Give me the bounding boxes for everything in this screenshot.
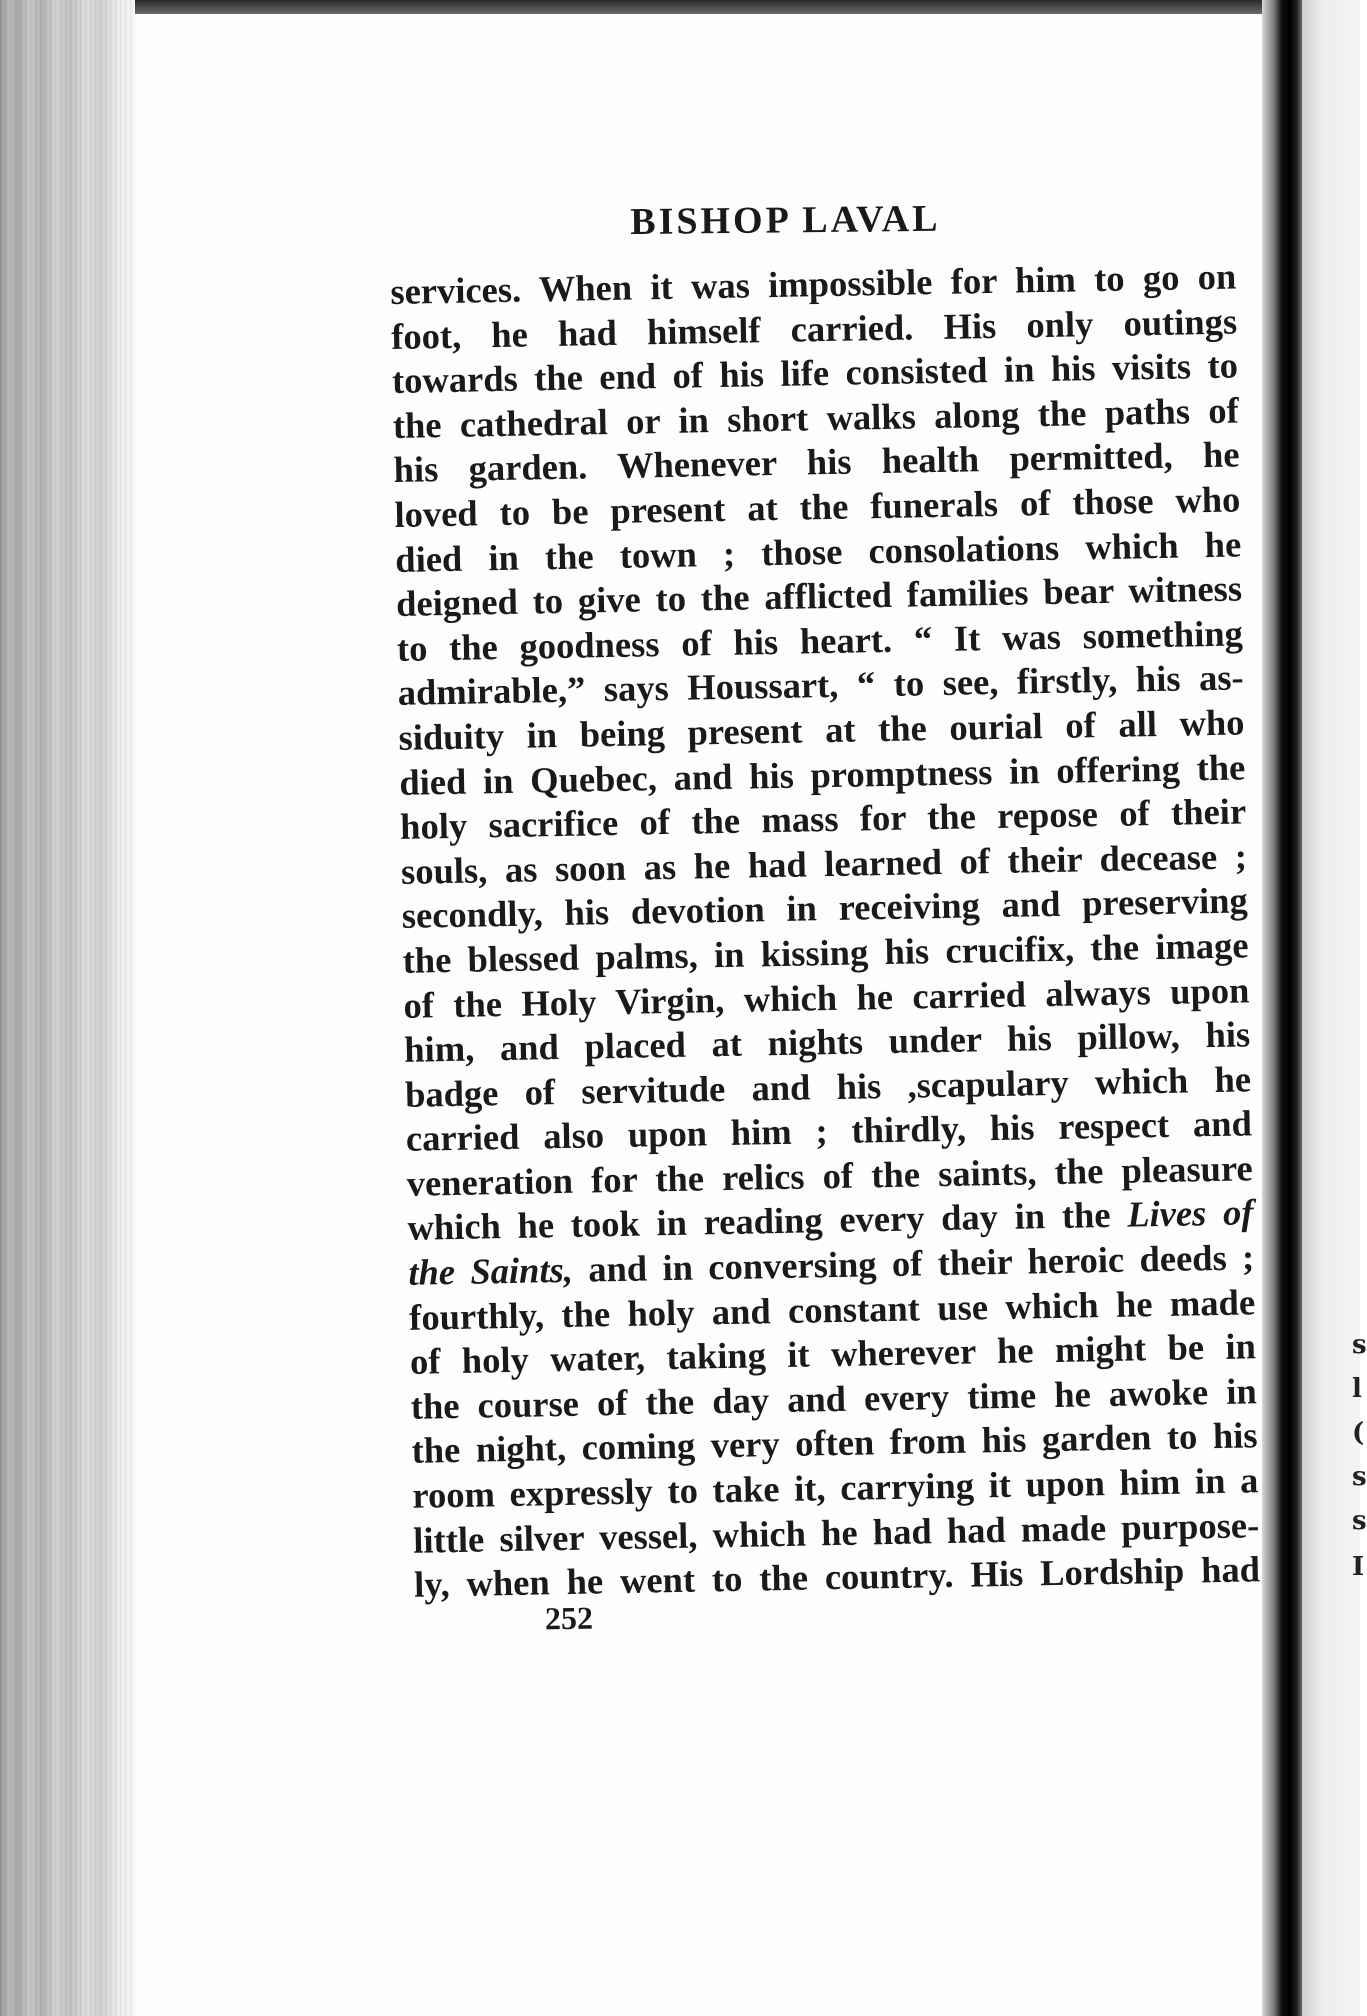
text-line: loved to be present at the funerals of those who <box>394 478 1241 535</box>
text-line: room expressly to take it, carrying it upon him in a <box>412 1459 1259 1516</box>
text-line: siduity in being present at the ourial of all who <box>398 701 1245 758</box>
text-line: his garden. Whenever his health permitted, he <box>393 433 1240 491</box>
top-shadow <box>0 0 1290 14</box>
facing-page-fragment: s <box>1352 1462 1367 1492</box>
facing-page-edge <box>1302 0 1360 2016</box>
text-line: the night, coming very often from his garden to his <box>411 1414 1258 1472</box>
text-line: fourthly, the holy and constant use which he made <box>408 1280 1256 1338</box>
page-number: 252 <box>544 1599 594 1637</box>
text-line: souls, as soon as he had learned of their decease ; <box>400 835 1248 892</box>
book-gutter <box>1262 0 1302 2016</box>
text-line: the course of the day and every time he awoke in <box>410 1370 1258 1427</box>
text-line: admirable,” says Houssart, “ to see, firstly, his as- <box>397 656 1244 714</box>
book-title-italic: Lives of <box>1126 1191 1254 1236</box>
text-line: holy sacrifice of the mass for the repose of their <box>399 790 1247 848</box>
text-line: badge of servitude and his ,scapulary which he <box>404 1058 1252 1115</box>
facing-page-fragment: s <box>1352 1330 1367 1360</box>
text-line: carried also upon him ; thirdly, his respect and <box>405 1102 1253 1160</box>
text-segment: which he took in reading every day in the <box>407 1194 1128 1249</box>
text-line: the blessed palms, in kissing his crucifix, the image <box>402 924 1249 981</box>
page-stack-lines <box>0 0 135 2016</box>
text-line: of the Holy Virgin, which he carried always upon <box>403 968 1250 1026</box>
facing-page-fragment: l <box>1352 1374 1362 1404</box>
text-line: the cathedral or in short walks along the paths of <box>392 389 1240 446</box>
text-line: of holy water, taking it wherever he might be in <box>409 1325 1257 1383</box>
text-line: little silver vessel, which he had had made purpose- <box>412 1503 1260 1561</box>
text-line: deigned to give to the afflicted families bear witness <box>395 567 1243 625</box>
body-text <box>390 254 1260 1607</box>
text-line: to the goodness of his heart. “ It was something <box>396 612 1244 669</box>
text-segment: and in conversing of their heroic deeds ; <box>572 1236 1255 1290</box>
text-line: ly, when he went to the country. His Lordship had <box>413 1548 1261 1605</box>
text-line: towards the end of his life consisted in his visits to <box>391 344 1239 402</box>
text-line: services. When it was impossible for him to go on <box>390 255 1237 312</box>
text-line: him, and placed at nights under his pillow, his <box>403 1013 1251 1070</box>
text-line: died in the town ; those consolations which he <box>394 523 1242 580</box>
facing-page-fragment: ( <box>1352 1418 1365 1448</box>
facing-page-fragment: s <box>1352 1506 1367 1536</box>
facing-page-fragment: I <box>1352 1552 1365 1582</box>
running-header: BISHOP LAVAL <box>630 197 941 243</box>
book-title-italic: the Saints, <box>407 1248 574 1293</box>
text-line: veneration for the relics of the saints, the pleasure <box>406 1147 1253 1204</box>
text-line: died in Quebec, and his promptness in offering the <box>399 745 1246 803</box>
text-line: foot, he had himself carried. His only outings <box>390 300 1238 357</box>
text-line: secondly, his devotion in receiving and preserving <box>401 879 1249 937</box>
